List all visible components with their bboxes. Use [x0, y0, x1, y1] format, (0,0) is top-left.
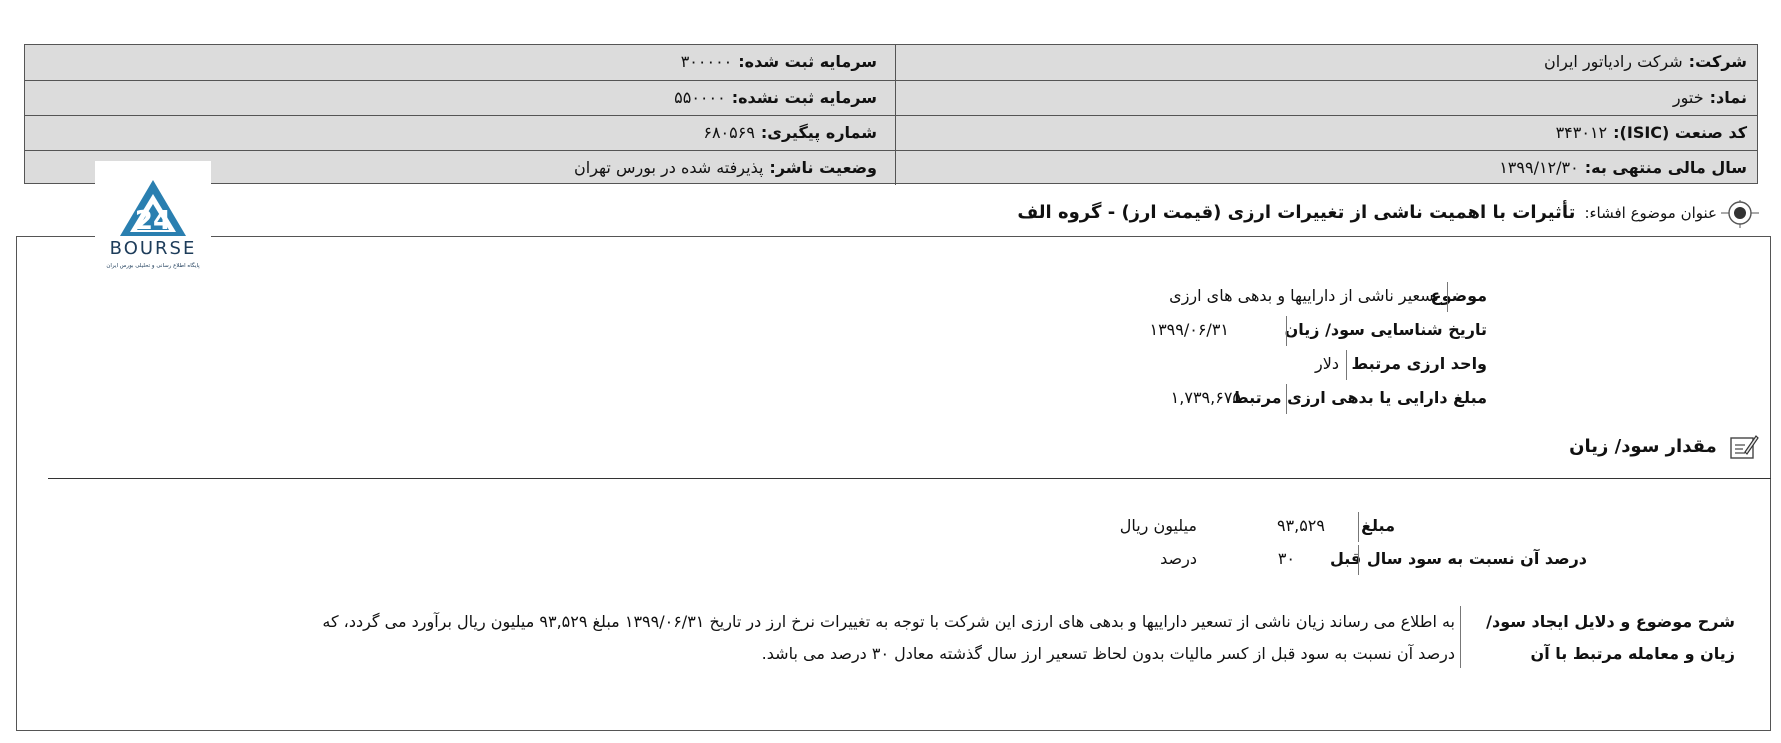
info-row-company: [25, 45, 1757, 80]
description-label: شرح موضوع و دلایل ایجاد سود/ زیان و معامله مرتبط با آن: [1486, 612, 1735, 663]
amount-value: ۹۳,۵۲۹: [1276, 516, 1325, 535]
info-publisher-status: وضعیت ناشر:پذیرفته شده در بورس تهران: [574, 158, 877, 177]
info-company: شرکت:شرکت رادیاتور ایران: [1543, 52, 1747, 71]
bourse24-logo: [95, 161, 211, 273]
info-registered-capital: سرمایه ثبت شده:۳۰۰۰۰۰: [680, 52, 877, 71]
info-isic: کد صنعت (ISIC):۳۴۳۰۱۲: [1555, 123, 1747, 142]
subject-value: تأثیرات با اهمیت ناشی از تغییرات ارزی (قیمت ارز) - گروه الف: [1017, 202, 1576, 223]
info-row-isic: [25, 115, 1757, 150]
info-row-symbol: [25, 80, 1757, 115]
info-tracking-number: شماره پیگیری:۶۸۰۵۶۹: [703, 123, 877, 142]
logo-mark: [95, 161, 211, 273]
info-fiscal-year: سال مالی منتهی به:۱۳۹۹/۱۲/۳۰: [1499, 158, 1747, 177]
edit-note-icon: [1727, 432, 1759, 462]
detail-value: دلار: [1315, 354, 1339, 373]
detail-value: ۱,۷۳۹,۶۷۵: [1170, 388, 1241, 407]
amount-unit: میلیون ریال: [1119, 516, 1197, 535]
amount-row-value: [855, 512, 1395, 540]
detail-row-currency: [987, 350, 1487, 378]
detail-row-amount: [987, 384, 1487, 412]
detail-value: تسعیر ناشی از داراییها و بدهی های ارزی: [1169, 286, 1439, 305]
amount-unit: درصد: [1160, 549, 1197, 568]
info-symbol: نماد:ختور: [1672, 88, 1747, 107]
detail-label: مبلغ دارایی یا بدهی ارزی مرتبط: [1232, 388, 1487, 407]
target-icon: [1721, 200, 1759, 230]
amount-label: مبلغ: [1361, 516, 1395, 535]
amount-row-percent: [855, 545, 1587, 573]
info-row-fiscal-year: [25, 150, 1757, 185]
section-divider: [48, 478, 1771, 479]
amount-value: ۳۰: [1277, 549, 1295, 568]
disclosure-title: [0, 200, 1781, 230]
detail-row-date: [987, 316, 1487, 344]
svg-text:پایگاه اطلاع رسانی و تحلیلی بو: پایگاه اطلاع رسانی و تحلیلی بورس ایران: [106, 263, 200, 269]
detail-label: تاریخ شناسایی سود/ زیان: [1284, 320, 1487, 339]
detail-label: واحد ارزی مرتبط: [1351, 354, 1487, 373]
company-info-table: [24, 44, 1758, 184]
description-text: به اطلاع می رساند زیان ناشی از تسعیر داراییها و بدهی های ارزی این شرکت با توجه به تغییرات نرخ ارز در تاریخ ۱۳۹۹/۰۶/۳۱ مبلغ ۹۳,۵۲۹ میلیون ریال برآورد می گردد، که درصد آن نسبت به سود قبل از کسر مالیات بدون لحاظ تسعیر ارز سال گذشته معادل ۳۰ درصد می باشد.: [322, 612, 1455, 663]
info-unregistered-capital: سرمایه ثبت نشده:۵۵۰۰۰۰: [674, 88, 877, 107]
svg-text:24: 24: [134, 206, 172, 236]
detail-label: موضوع: [1430, 286, 1487, 305]
detail-value: ۱۳۹۹/۰۶/۳۱: [1149, 320, 1229, 339]
amount-label: درصد آن نسبت به سود سال قبل: [1329, 549, 1587, 568]
svg-text:BOURSE: BOURSE: [109, 238, 197, 259]
section-title: مقدار سود/ زیان: [1569, 430, 1759, 464]
subject-label: عنوان موضوع افشاء:: [1584, 204, 1717, 222]
detail-row-subject: [987, 282, 1487, 310]
